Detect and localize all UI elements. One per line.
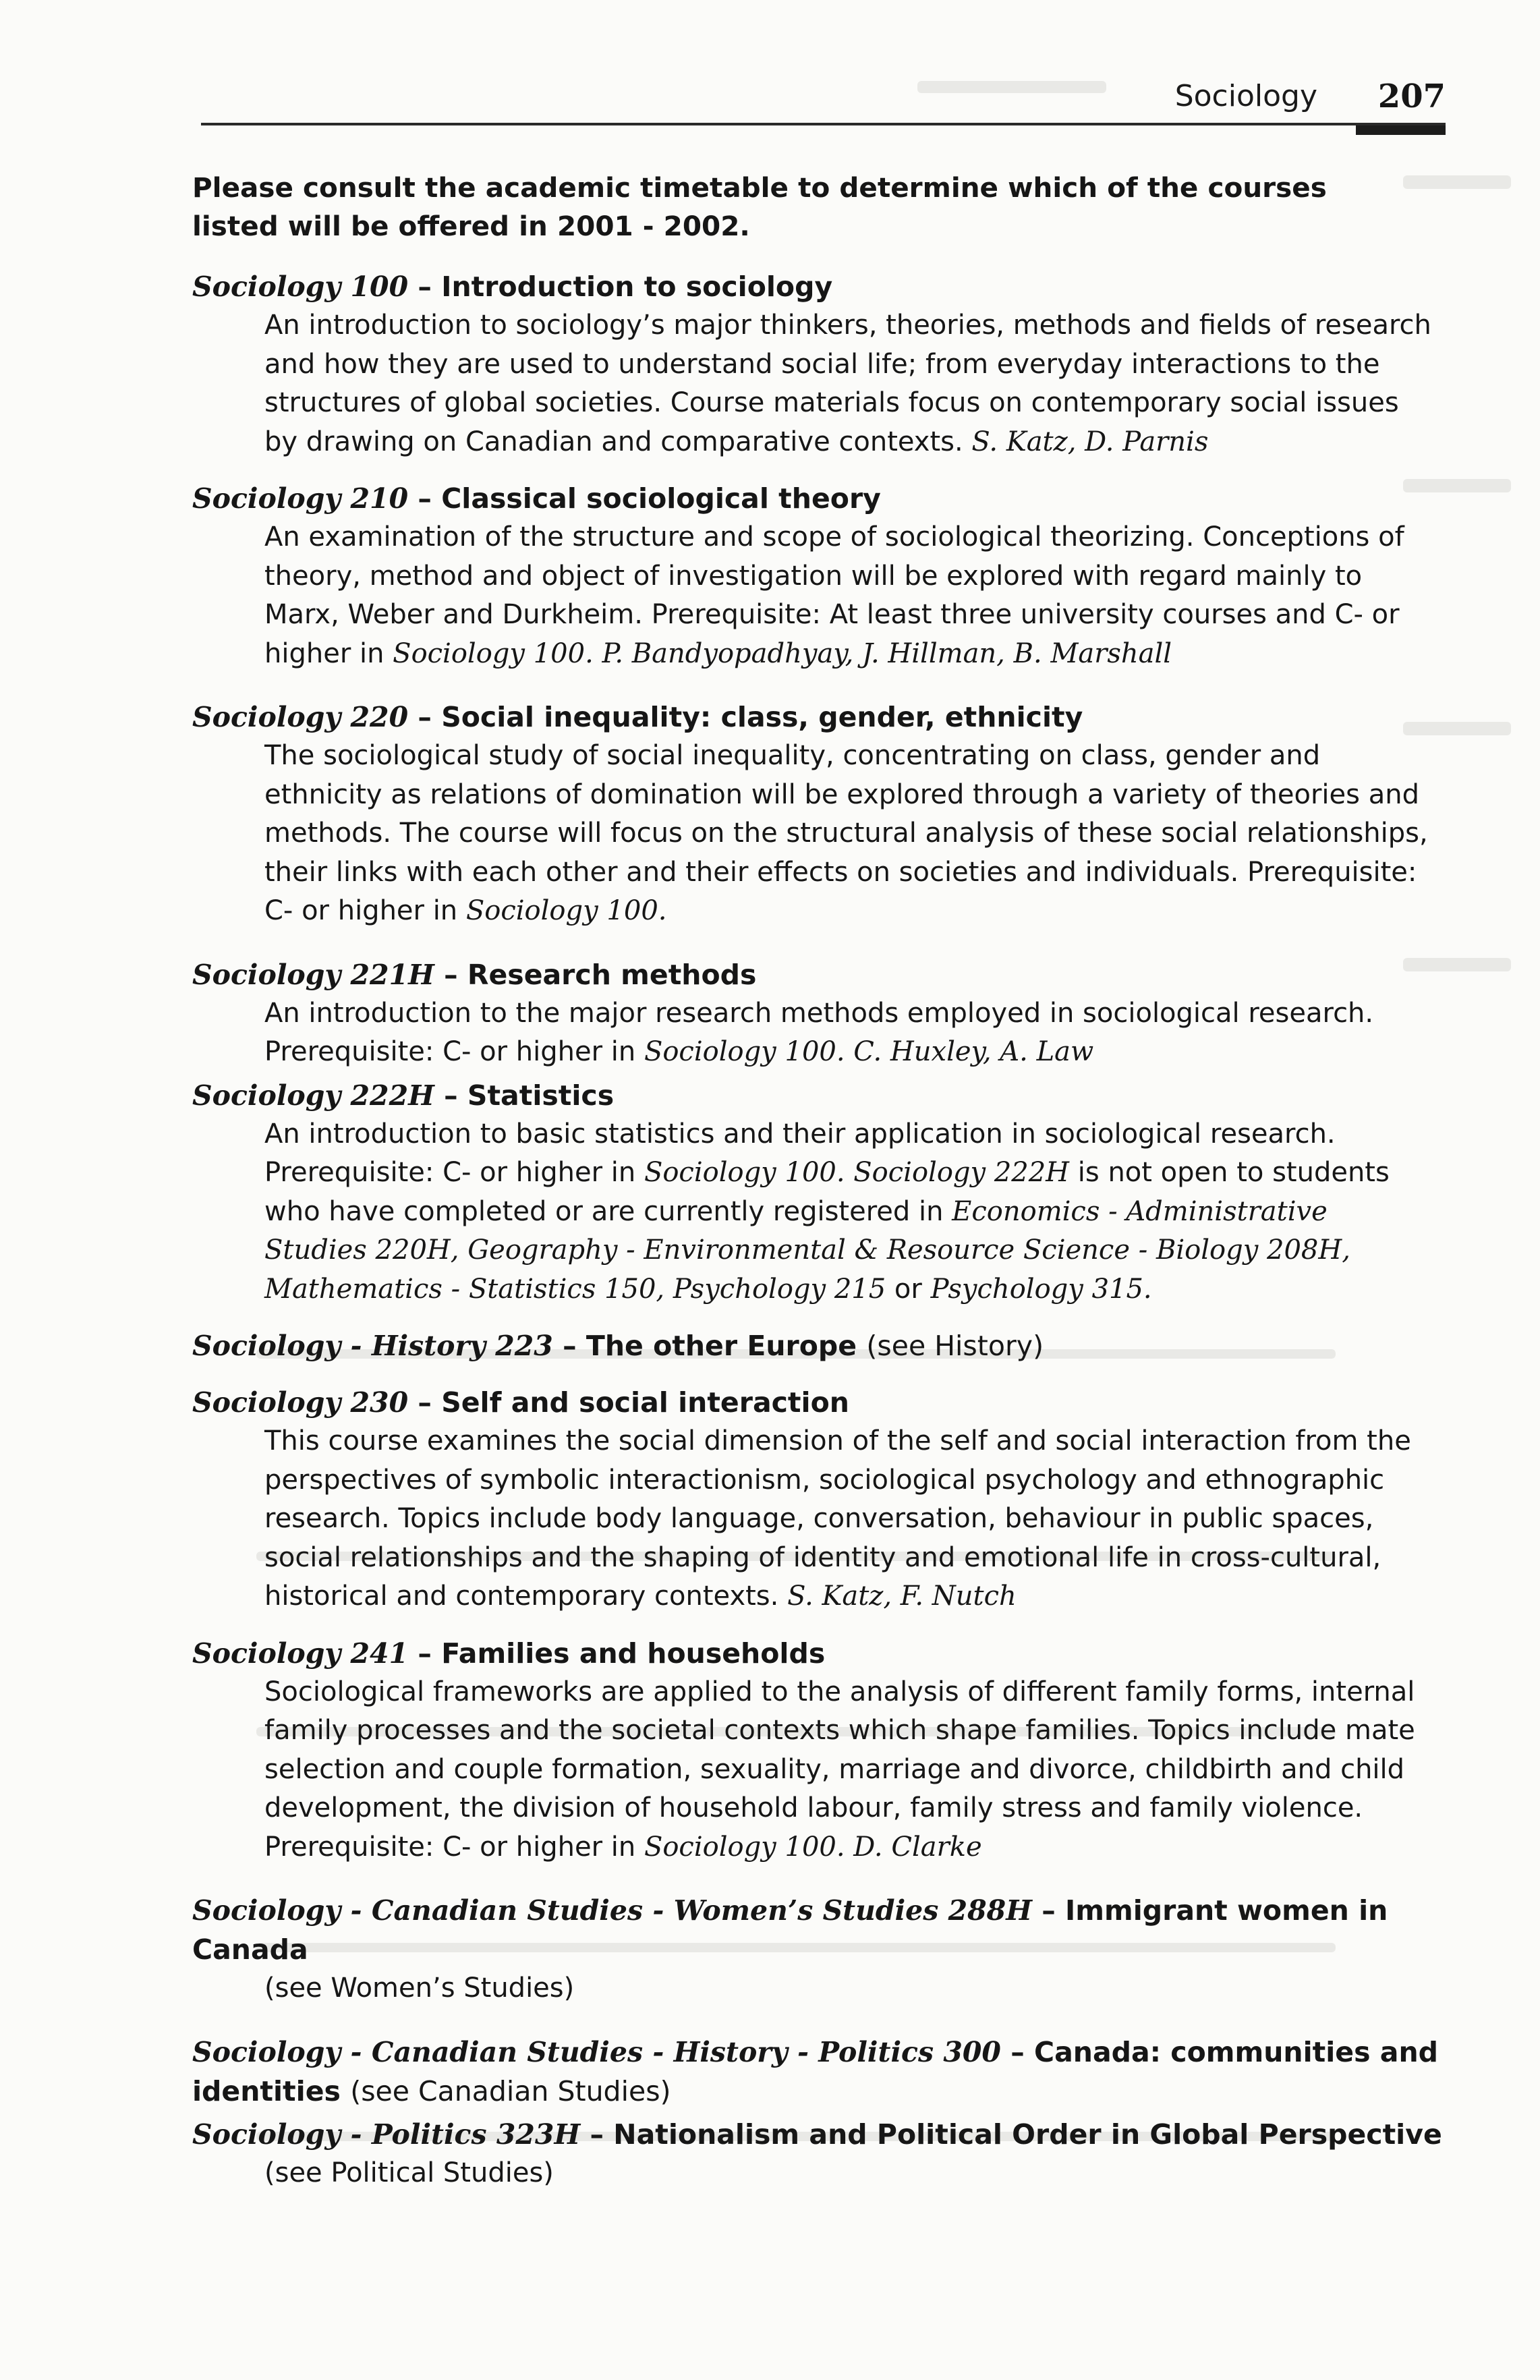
course-entry (192, 1891, 1450, 2008)
course-entry (192, 267, 1450, 461)
course-body: is not open to students who have completed or are currently registered in (264, 1157, 1390, 1227)
course-title: Self and social interaction (441, 1386, 849, 1419)
course-code: Sociology - Canadian Studies - History - Politics 300 (192, 2035, 1001, 2068)
see-reference: (see Women’s Studies) (264, 1973, 575, 2004)
course-heading: Sociology 241 – Families and households (192, 1637, 826, 1670)
header-section-title: Sociology (1174, 79, 1317, 113)
course-heading: Sociology 221H – Research methods (192, 958, 757, 991)
course-code: Sociology 220 (192, 701, 409, 733)
course-description (264, 1969, 1438, 2008)
course-entry (192, 2033, 1450, 2111)
course-body: An introduction to sociology’s major thinkers, theories, methods and fields of research and how they are used to understand social life; from everyday interactions to the structures of global societies. Course materials focus on contemporary social issues by drawing on Canadian and comparative contexts. (264, 310, 1431, 457)
course-code: Sociology 100 (192, 271, 409, 303)
course-instructors: S. Katz, F. Nutch (787, 1581, 1017, 1612)
course-listing (192, 169, 1450, 2192)
course-description (264, 737, 1438, 931)
course-reference: Sociology 100. Sociology 222H (644, 1157, 1070, 1188)
course-instructors: S. Katz, D. Parnis (971, 426, 1209, 457)
course-code: Sociology - Canadian Studies - Women’s Studies 288H (192, 1894, 1032, 1927)
course-title: Families and households (441, 1637, 826, 1670)
see-reference: (see Canadian Studies) (350, 2074, 671, 2107)
course-instructors: P. Bandyopadhyay, J. Hillman, B. Marshall (602, 638, 1172, 669)
course-reference: Sociology 100. (465, 895, 667, 926)
course-title: Research methods (467, 958, 757, 991)
course-description (264, 1422, 1438, 1616)
header-rule (201, 123, 1446, 125)
course-entry (192, 479, 1450, 673)
course-body: Sociological frameworks are applied to the analysis of different family forms, internal family processes and the societal contexts which shape families. Topics include mate selection and couple formation, sexuality, marriage and divorce, childbirth and child development, the division of household labour, family stress and family violence. Prerequisite: C- or higher in (264, 1676, 1415, 1863)
course-body: An introduction to the major research methods employed in sociological research. Prerequisite: C- or higher in (264, 997, 1374, 1067)
course-code: Sociology - History 223 (192, 1330, 553, 1362)
course-body: An examination of the structure and scope of sociological theorizing. Conceptions of theory, method and object of investigation will be explored with regard mainly to Marx, Weber and Durkheim. Prerequisite: At least three university courses and C- or higher in (264, 521, 1404, 669)
intro-note: Please consult the academic timetable to determine which of the courses listed will be offered in 2001 - 2002. (192, 171, 1327, 242)
see-reference: (see History) (866, 1330, 1044, 1362)
course-code: Sociology 221H (192, 958, 434, 991)
course-heading: Sociology 222H – Statistics (192, 1079, 615, 1112)
course-body: The sociological study of social inequality, concentrating on class, gender and ethnicity as relations of domination will be explored through a variety of theories and methods. The course will focus on the structural analysis of these social relationships, their links with each other and their effects on societies and individuals. Prerequisite: C- or higher in (264, 740, 1428, 926)
course-reference: Sociology 100. (644, 1831, 845, 1863)
course-reference: Economics - Administrative Studies 220H, Geography - Environmental & Resource Science - Biology 208H, Mathematics - Statistics 150, Psychology 215 (264, 1195, 1350, 1305)
course-heading: Sociology 210 – Classical sociological theory (192, 482, 881, 515)
course-title: Canada: communities and identities (192, 2035, 1438, 2107)
course-heading: Sociology 100 – Introduction to sociology (192, 271, 833, 303)
header-rule-tab (1356, 125, 1446, 135)
course-description (264, 518, 1438, 673)
course-title: Nationalism and Political Order in Global Perspective (613, 2118, 1442, 2151)
course-reference: Sociology 100. (644, 1036, 845, 1067)
course-description (264, 306, 1438, 461)
course-title: The other Europe (586, 1330, 857, 1362)
course-code: Sociology 210 (192, 482, 409, 515)
course-title: Statistics (467, 1079, 615, 1112)
course-description (264, 1115, 1438, 1309)
course-body: An introduction to basic statistics and their application in sociological research. Prerequisite: C- or higher in (264, 1118, 1336, 1188)
page-header (201, 73, 1446, 127)
course-entry (192, 2115, 1450, 2193)
course-entry (192, 1634, 1450, 1867)
course-code: Sociology 222H (192, 1079, 434, 1112)
course-reference: Psychology 315. (930, 1273, 1152, 1305)
course-entry (192, 955, 1450, 1072)
course-entry (192, 1383, 1450, 1616)
course-description (264, 1673, 1438, 1867)
course-entry (192, 698, 1450, 931)
course-body: This course examines the social dimension of the self and social interaction from the perspectives of symbolic interactionism, sociological psychology and ethnographic research. Topics include body language, conversation, behaviour in public spaces, social relationships and the shaping of identity and emotional life in cross-cultural, historical and contemporary contexts. (264, 1425, 1411, 1612)
course-description (264, 2154, 1438, 2193)
course-heading: Sociology - Canadian Studies - History - Politics 300 – Canada: communities and identities (see Canadian Studies) (192, 2035, 1438, 2107)
header-page-number: 207 (1377, 78, 1446, 115)
course-instructors: D. Clarke (853, 1831, 982, 1863)
course-title: Immigrant women in Canada (192, 1894, 1388, 1966)
course-entry (192, 1326, 1450, 1365)
course-heading: Sociology 230 – Self and social interaction (192, 1386, 849, 1419)
course-title: Introduction to sociology (441, 271, 833, 303)
course-heading: Sociology - Politics 323H – Nationalism and Political Order in Global Perspective (192, 2118, 1442, 2151)
course-body: or (894, 1273, 922, 1305)
course-code: Sociology - Politics 323H (192, 2118, 581, 2151)
see-reference: (see Political Studies) (264, 2157, 554, 2188)
course-code: Sociology 241 (192, 1637, 409, 1670)
course-code: Sociology 230 (192, 1386, 409, 1419)
course-title: Classical sociological theory (441, 482, 881, 515)
course-heading: Sociology 220 – Social inequality: class, gender, ethnicity (192, 701, 1083, 733)
course-description (264, 994, 1438, 1072)
course-title: Social inequality: class, gender, ethnicity (441, 701, 1083, 733)
course-instructors: C. Huxley, A. Law (853, 1036, 1094, 1067)
course-reference: Sociology 100. (393, 638, 594, 669)
course-heading: Sociology - History 223 – The other Europe (see History) (192, 1330, 1044, 1362)
course-heading: Sociology - Canadian Studies - Women’s Studies 288H – Immigrant women in Canada (192, 1894, 1388, 1966)
course-entry (192, 1076, 1450, 1309)
